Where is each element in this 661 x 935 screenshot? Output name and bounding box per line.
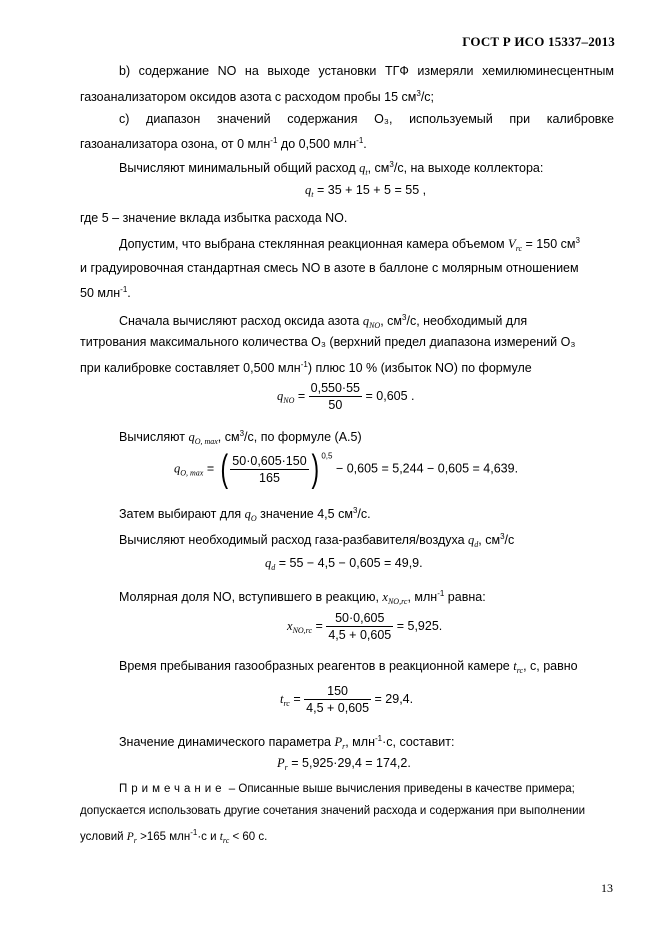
paragraph-dynamic-parameter: Значение динамического параметра $P_r$, млн$^{-1}$·с, составит:: [119, 734, 455, 751]
paragraph-chamber: Допустим, что выбрана стеклянная реакционная камера объемом $V_{rc} = 150$ $см^3$: [119, 236, 580, 253]
paragraph-select-qo: Затем выбирают для $q_O$ значение 4,5 $см^3/с$.: [119, 506, 371, 523]
paragraph-molar-fraction: Молярная доля NO, вступившего в реакцию, $x_{NO,rc}$, млн$^{-1}$ равна:: [119, 589, 486, 606]
paragraph-min-flow: Вычисляют минимальный общий расход $q_t$, $см^3/с$, на выходе коллектора:: [119, 160, 544, 177]
paragraph-chamber-cont: и градуировочная стандартная смесь NO в азоте в баллоне с молярным отношением: [80, 261, 579, 275]
paragraph-no-flow-cont1: титрования максимального количества O₃ (верхний предел диапазона измерений O₃: [80, 335, 576, 349]
paragraph-no-flow-cont2: при калибровке составляет 0,500 млн$^{-1}$) плюс 10 % (избыток NO) по формуле: [80, 360, 532, 375]
standard-header: ГОСТ Р ИСО 15337–2013: [462, 34, 615, 49]
formula-diluent: $q_d = 55 - 4,5 - 0,605 = 49,9$.: [265, 556, 423, 572]
formula-molar-fraction: $x_{NO,rc}$ = $\frac{50\cdot 0,605}{4,5 + 0,605}$ = 5,925.: [287, 611, 443, 642]
where-clause: где 5 – значение вклада избытка расхода NO.: [80, 211, 348, 225]
paragraph-chamber-end: 50 млн$^{-1}$.: [80, 285, 131, 300]
paragraph-no-flow: Сначала вычисляют расход оксида азота $q_{NO}$, $см^3/с$, необходимый для: [119, 313, 528, 330]
formula-dynamic-parameter: $P_r = 5,925\cdot 29,4 = 174,2$.: [277, 756, 411, 772]
note-line-3: условий $P_r >165$ млн$^{-1}$·с и $t_{rc} < 60$ с.: [80, 828, 268, 845]
paragraph-residence-time: Время пребывания газообразных реагентов в реакционной камере $t_{rc}$, с, равно: [119, 659, 578, 675]
item-c-continuation: газоанализатора озона, от 0 млн$^{-1}$ до 0,500 млн$^{-1}$.: [80, 136, 367, 151]
paragraph-qomax: Вычисляют $q_{O, max}$, $см^3/с$, по формуле (А.5): [119, 429, 362, 446]
item-c-line: c) диапазон значений содержания O₃, используемый при калибровке: [119, 112, 614, 126]
formula-qomax: $q_{O, max}$ = ( $\frac{50\cdot 0,605\cdot 150}{165}$ ) $^{0,5}$ − 0,605 = 5,244 − 0,605 = 4,639.: [174, 448, 519, 490]
item-b-line: b) содержание NO на выходе установки ТГФ измеряли хемилюминесцентным: [119, 64, 614, 78]
item-b-continuation: газоанализатором оксидов азота с расходом пробы 15 $см^3/с$;: [80, 89, 435, 104]
formula-residence-time: $t_{rc}$ = $\frac{150}{4,5 + 0,605}$ = 29,4.: [280, 684, 414, 715]
formula-total-flow: $q_t = 35 + 15 + 5 = 55$ ,: [305, 183, 427, 199]
note-line-2: допускается использовать другие сочетания значений расхода и содержания при выполнении: [80, 805, 585, 817]
paragraph-diluent: Вычисляют необходимый расход газа-разбавителя/воздуха $q_d$, $см^3/с$: [119, 532, 515, 549]
note-line-1: Примечание – Описанные выше вычисления приведены в качестве примера;: [119, 783, 575, 795]
page-number: 13: [601, 881, 613, 895]
formula-no-flow: $q_{NO}$ = $\frac{0,550\cdot 55}{50}$ = 0,605 .: [277, 381, 415, 412]
